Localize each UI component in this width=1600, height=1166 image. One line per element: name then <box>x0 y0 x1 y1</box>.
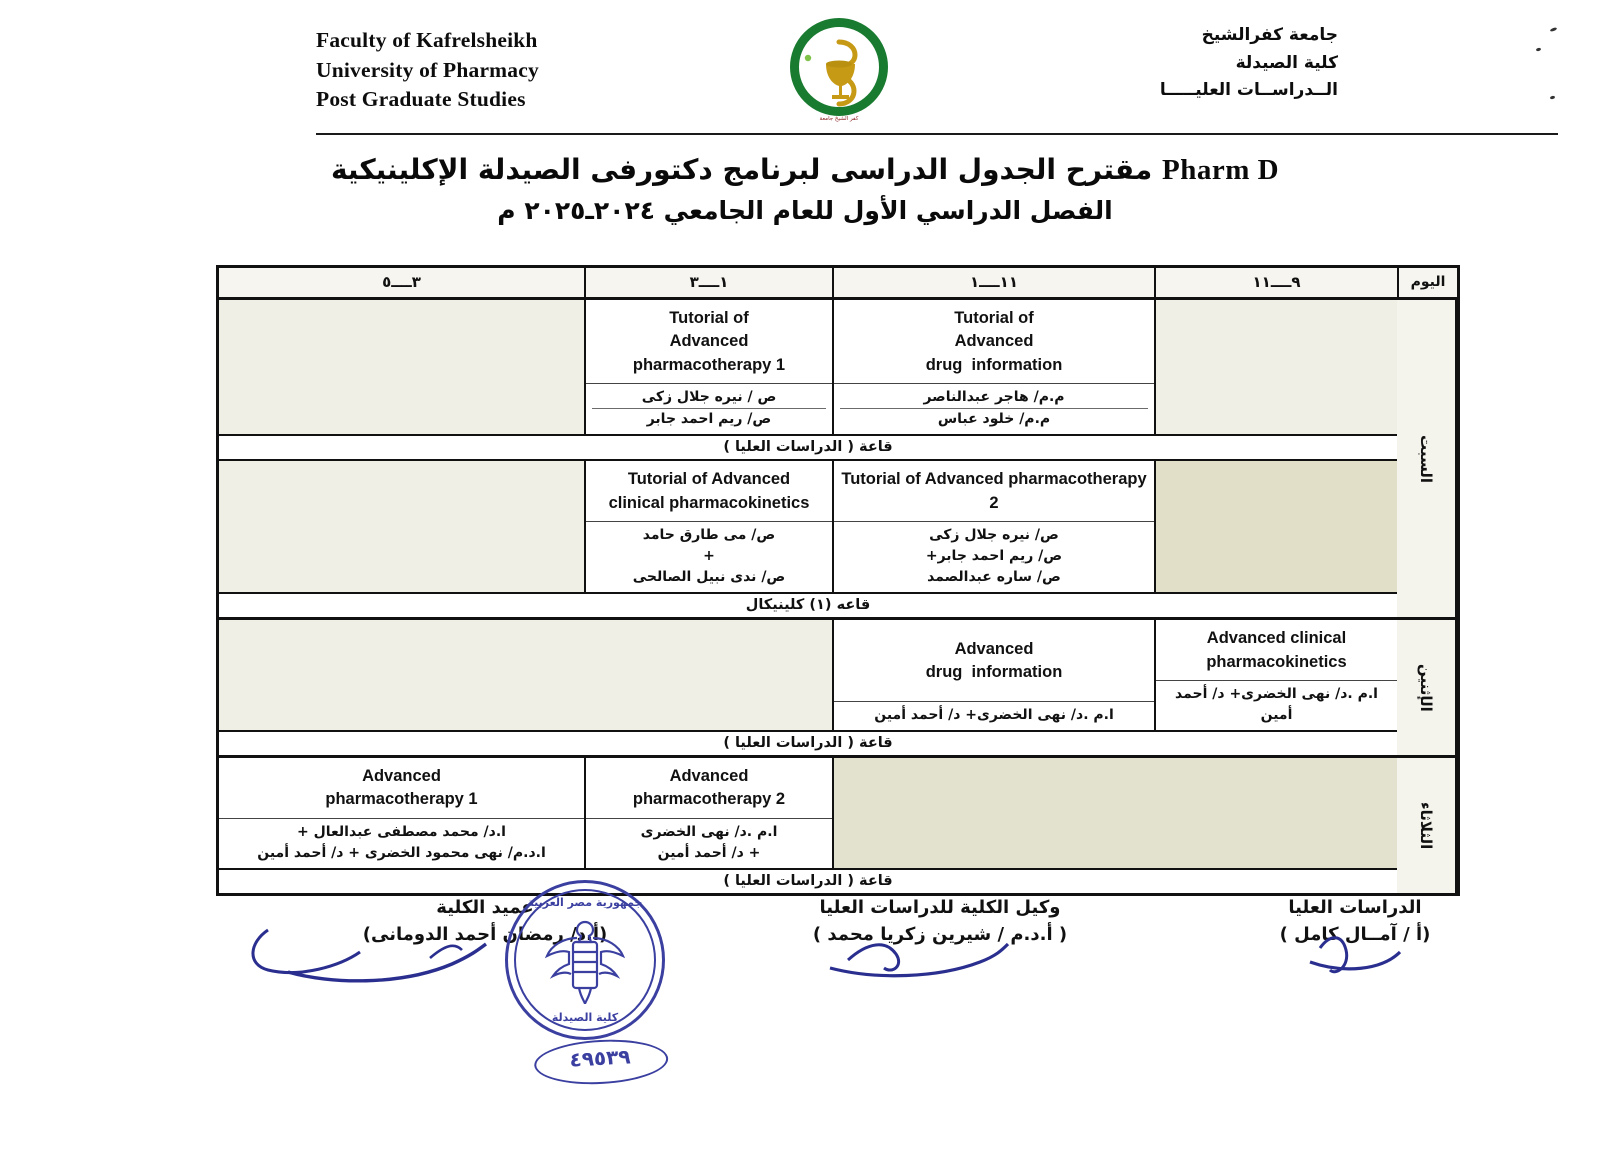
signature-postgrad-office <box>1230 894 1480 948</box>
faculty-english-line-3: Post Graduate Studies <box>316 87 526 112</box>
day-column-header: اليوم <box>1397 268 1457 297</box>
staff-name: ص/ ريم احمد جابر+ <box>925 548 1063 565</box>
course-title: Advanced pharmacotherapy 2 <box>632 767 786 809</box>
title-line-1 <box>300 150 1310 191</box>
staff-name: + د/ أحمد أمين <box>657 844 761 861</box>
cell-sat2-1-3 <box>584 461 832 592</box>
staff-list <box>586 521 832 592</box>
signature-name: (أ.د/ رمضان أحمد الدومانى) <box>362 924 608 945</box>
staff-name: ا.م .د/ نهى الخضرى+ د/ أحمد أمين <box>874 706 1114 723</box>
cell-tue-3-5 <box>219 758 584 868</box>
header-divider <box>316 133 1558 135</box>
course-title: Advanced pharmacotherapy 1 <box>325 767 478 809</box>
day-label-monday <box>1397 620 1457 755</box>
stamp-top-text: جمهورية مصر العربية <box>527 896 643 909</box>
day-label-text: الثلاثاء <box>1417 801 1435 850</box>
staff-name: ص/ ريم احمد جابر <box>592 408 826 430</box>
course-title: Advanced clinical pharmacokinetics <box>1206 629 1347 671</box>
day-row-tuesday <box>219 758 1457 893</box>
cell-sat2-9-11 <box>1154 461 1397 592</box>
university-arabic-line-1: جامعة كفرالشيخ <box>1201 25 1338 45</box>
logo-caption: كفر الشيخ جامعة <box>819 116 859 122</box>
scan-artifact-marks <box>1515 24 1565 114</box>
hall-label-mon-1: قاعة ( الدراسات العليا ) <box>219 730 1397 755</box>
course-title: Tutorial of Advanced pharmacotherapy 1 <box>632 309 786 374</box>
timetable <box>216 265 1460 896</box>
cell-mon-3-5-and-1-3 <box>219 620 832 730</box>
staff-name: ص / نيره جلال زكى <box>641 389 777 406</box>
document-header <box>0 0 1600 140</box>
course-title: Advanced drug information <box>925 639 1063 682</box>
staff-name: م.م/ هاجر عبدالناصر <box>923 389 1065 406</box>
staff-plus: + <box>703 548 715 565</box>
university-arabic-heading <box>1160 22 1338 105</box>
faculty-of-pharmacy-logo <box>778 16 900 136</box>
serial-text: ٤٩٥٣٩ <box>568 1044 632 1072</box>
staff-name: م.م/ خلود عباس <box>840 408 1148 430</box>
hall-label-tue-1: قاعة ( الدراسات العليا ) <box>219 868 1397 893</box>
day-row-monday <box>219 620 1457 758</box>
eagle-of-saladin-icon <box>541 912 629 1008</box>
staff-name: ا.م .د/ نهى الخضرى+ د/ أحمد أمين <box>1175 685 1378 723</box>
document-title <box>300 150 1310 229</box>
faculty-english-line-1: Faculty of Kafrelsheikh <box>316 28 538 52</box>
staff-list <box>1156 680 1397 730</box>
program-code: Pharm D <box>1161 154 1280 186</box>
time-slot-3-5: ٣ــــ٥ <box>219 268 584 297</box>
day-body-monday <box>219 620 1397 755</box>
staff-name: ص/ نيره جلال زكى <box>929 527 1059 544</box>
time-slot-9-11: ٩ــــ١١ <box>1154 268 1397 297</box>
hall-label-sat-1: قاعة ( الدراسات العليا ) <box>219 434 1397 459</box>
signature-vice-dean <box>780 894 1100 948</box>
official-stamp <box>505 880 665 1040</box>
day-label-tuesday <box>1397 758 1457 893</box>
staff-list <box>586 818 832 868</box>
staff-name: ا.د/ محمد مصطفى عبدالعال + <box>297 823 506 840</box>
faculty-english-heading <box>316 26 539 115</box>
staff-list <box>834 701 1154 730</box>
staff-list <box>834 383 1154 434</box>
day-body-saturday <box>219 300 1397 617</box>
cell-sat1-3-5 <box>219 300 584 434</box>
signature-role: الدراسات العليا <box>1288 897 1422 918</box>
cell-sat1-11-1 <box>832 300 1154 434</box>
timetable-header-row <box>219 268 1457 300</box>
stamp-bottom-text: كلية الصيدلة <box>551 1011 619 1024</box>
hall-label-sat-2: قاعه (١) كلينيكال <box>219 592 1397 617</box>
bowl-of-hygieia-icon <box>790 18 888 116</box>
day-label-saturday <box>1397 300 1457 617</box>
vice-dean-signature-ink <box>848 945 899 970</box>
staff-name: ا.د.م/ نهى محمود الخضرى + د/ أحمد أمين <box>257 844 546 861</box>
course-title: Tutorial of Advanced pharmacotherapy 2 <box>841 470 1147 512</box>
signature-role: عميد الكلية <box>436 897 534 918</box>
university-arabic-line-2: كلية الصيدلة <box>1235 52 1338 73</box>
serial-oval <box>533 1036 669 1087</box>
staff-name: ص/ ندى نبيل الصالحى <box>632 569 786 586</box>
cell-tue-1-3 <box>584 758 832 868</box>
signature-name: ( أ.د.م / شيرين زكريا محمد ) <box>812 924 1068 945</box>
course-title: Tutorial of Advanced clinical pharmacokinetics <box>608 470 810 512</box>
time-slot-1-3: ١ــــ٣ <box>584 268 832 297</box>
staff-list <box>219 818 584 868</box>
cell-mon-11-1 <box>832 620 1154 730</box>
cell-sat1-1-3 <box>584 300 832 434</box>
cell-mon-9-11 <box>1154 620 1397 730</box>
staff-name: ص/ مى طارق حامد <box>642 527 776 544</box>
faculty-english-line-2: University of Pharmacy <box>316 57 539 82</box>
cell-sat1-9-11 <box>1154 300 1397 434</box>
staff-name: ا.م .د/ نهى الخضرى <box>640 823 778 840</box>
signature-role: وكيل الكلية للدراسات العليا <box>819 897 1061 918</box>
staff-list <box>834 521 1154 592</box>
day-label-text: الإثنين <box>1417 663 1435 712</box>
day-body-tuesday <box>219 758 1397 893</box>
title-line-2: الفصل الدراسي الأول للعام الجامعي ٢٠٢٤ـ٢٠٢٥ م <box>497 196 1113 226</box>
staff-name: ص/ ساره عبدالصمد <box>927 569 1061 586</box>
signature-area <box>0 880 1600 1020</box>
stamp-serial-number <box>519 1042 680 1074</box>
signature-name: (أ / آمــال كامل ) <box>1279 924 1431 945</box>
university-arabic-line-3: الــدراســات العليـــــا <box>1159 80 1338 101</box>
tuesday-block-1 <box>219 758 1397 868</box>
cell-sat2-11-1 <box>832 461 1154 592</box>
saturday-block-1 <box>219 300 1397 434</box>
cell-tue-11-1-and-9-11 <box>832 758 1397 868</box>
saturday-block-2 <box>219 459 1397 592</box>
course-title: Tutorial of Advanced drug information <box>925 309 1063 374</box>
monday-block-1 <box>219 620 1397 730</box>
day-row-saturday <box>219 300 1457 620</box>
staff-list <box>586 383 832 434</box>
time-slot-11-1: ١١ــــ١ <box>832 268 1154 297</box>
title-line-1-arabic: مقترح الجدول الدراسى لبرنامج دكتورفى الصيدلة الإكلينيكية <box>330 153 1153 186</box>
cell-sat2-3-5 <box>219 461 584 592</box>
day-label-text: السبت <box>1417 434 1435 483</box>
